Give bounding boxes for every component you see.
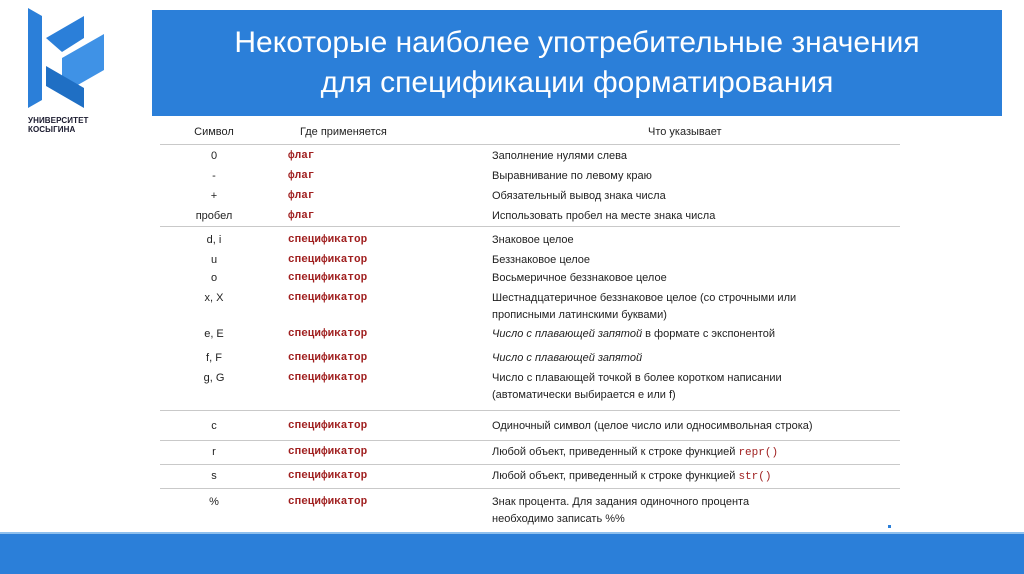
row-symbol: e, E: [204, 328, 224, 340]
row-what-line1: Шестнадцатеричное беззнаковое целое (со строчными или: [492, 292, 797, 304]
column-header-what: Что указывает: [648, 126, 722, 138]
row-what-text: Любой объект, приведенный к строке функцией: [492, 446, 739, 458]
row-where: флаг: [288, 170, 315, 182]
row-symbol: o: [210, 272, 218, 284]
row-what: [492, 494, 912, 528]
row-what: Число с плавающей запятой: [492, 352, 643, 364]
row-symbol: 0: [210, 150, 218, 162]
row-what: [492, 370, 912, 404]
row-divider: [160, 488, 900, 489]
row-where: спецификатор: [288, 496, 368, 508]
row-where: спецификатор: [288, 272, 368, 284]
row-what-line1: Знак процента. Для задания одиночного процента: [492, 496, 750, 508]
row-where: спецификатор: [288, 328, 368, 340]
table-header-divider: [160, 144, 900, 145]
row-what: [492, 444, 912, 462]
row-what: Выравнивание по левому краю: [492, 170, 652, 182]
column-header-symbol: Символ: [194, 126, 234, 138]
row-symbol: x, X: [204, 292, 224, 304]
row-what: Беззнаковое целое: [492, 254, 591, 266]
row-symbol: r: [212, 446, 216, 458]
row-where: спецификатор: [288, 372, 368, 384]
row-what-line1: Число с плавающей точкой в более коротком написании: [492, 372, 782, 384]
row-symbol: %: [209, 496, 219, 508]
row-what: Одиночный символ (целое число или односимвольная строка): [492, 420, 813, 432]
row-what: [492, 290, 912, 324]
row-what-text: Любой объект, приведенный к строке функцией: [492, 470, 739, 482]
row-what-code: repr(): [738, 447, 779, 459]
row-symbol: +: [210, 190, 218, 202]
row-where: флаг: [288, 190, 315, 202]
row-divider: [160, 440, 900, 441]
row-where: спецификатор: [288, 420, 368, 432]
university-name-line2: КОСЫГИНА: [28, 125, 76, 134]
university-logo: [22, 8, 132, 138]
university-logo-icon: [28, 8, 108, 108]
row-where: спецификатор: [288, 234, 368, 246]
decorative-dot: [888, 525, 891, 528]
slide-header: [152, 10, 1002, 116]
row-symbol: s: [211, 470, 217, 482]
slide-title: [234, 23, 919, 103]
university-name-line1: УНИВЕРСИТЕТ: [28, 116, 89, 125]
row-what: Знаковое целое: [492, 234, 574, 246]
row-symbol: g, G: [203, 372, 225, 384]
row-what-code: str(): [738, 471, 772, 483]
row-what-line2: прописными латинскими буквами): [492, 309, 667, 321]
row-divider: [160, 464, 900, 465]
row-symbol: c: [211, 420, 217, 432]
row-what-italic: Число с плавающей запятой: [492, 328, 643, 340]
group-divider: [160, 410, 900, 411]
slide-title-line2: для спецификации форматирования: [320, 66, 834, 99]
row-symbol: f, F: [206, 352, 222, 364]
row-where: спецификатор: [288, 254, 368, 266]
row-where: спецификатор: [288, 352, 368, 364]
row-where: спецификатор: [288, 446, 368, 458]
row-where: флаг: [288, 210, 315, 222]
row-where: спецификатор: [288, 292, 368, 304]
group-divider: [160, 226, 900, 227]
row-what: Использовать пробел на месте знака числа: [492, 210, 716, 222]
slide-title-line1: Некоторые наиболее употребительные значения: [234, 26, 920, 59]
row-where: спецификатор: [288, 470, 368, 482]
row-what: Обязательный вывод знака числа: [492, 190, 666, 202]
row-symbol: u: [210, 254, 218, 266]
row-what: [492, 468, 912, 486]
row-symbol: пробел: [195, 210, 233, 222]
row-what-line2: необходимо записать %%: [492, 513, 625, 525]
footer-bar: [0, 534, 1024, 574]
row-what-line2: (автоматически выбирается e или f): [492, 389, 676, 401]
row-what-rest: в формате с экспонентой: [642, 328, 775, 340]
row-symbol: -: [212, 170, 216, 182]
university-name: [28, 116, 89, 134]
column-header-where: Где применяется: [300, 126, 387, 138]
row-where: флаг: [288, 150, 315, 162]
row-symbol: d, i: [206, 234, 222, 246]
row-what: Восьмеричное беззнаковое целое: [492, 272, 667, 284]
row-what: Заполнение нулями слева: [492, 150, 627, 162]
row-what: [492, 326, 912, 343]
